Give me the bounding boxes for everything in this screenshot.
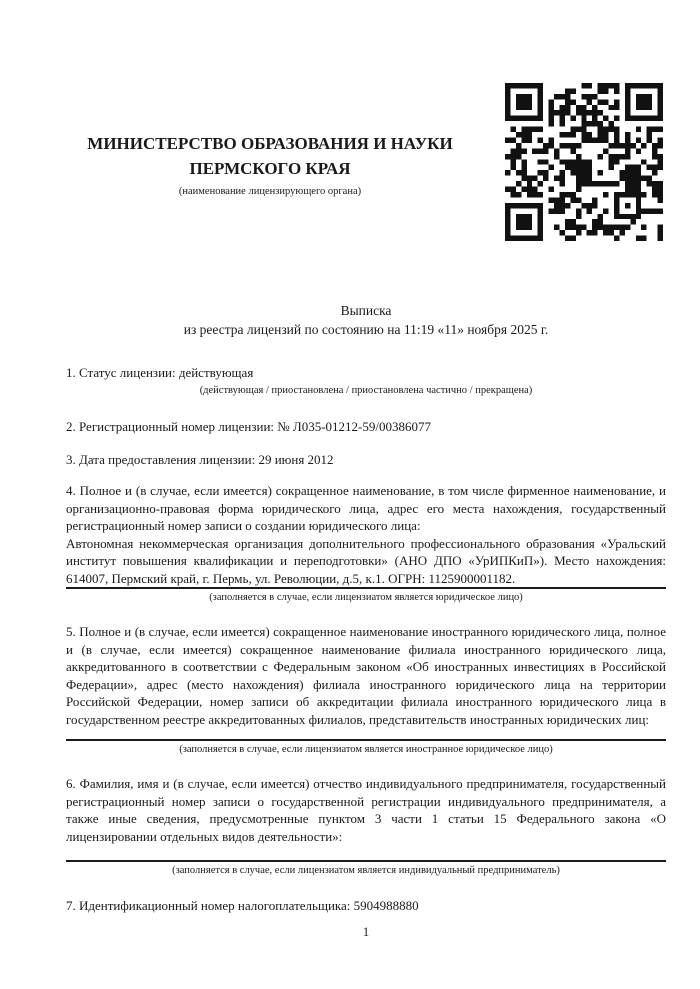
ministry-header bbox=[40, 131, 500, 198]
ministry-name-line2: ПЕРМСКОГО КРАЯ bbox=[189, 159, 351, 178]
document-title bbox=[66, 302, 666, 339]
document-title-line2: из реестра лицензий по состоянию на 11:19 «11» ноября 2025 г. bbox=[183, 321, 549, 337]
qr-code-icon bbox=[505, 83, 663, 241]
item-3-license-date bbox=[66, 451, 666, 469]
item-2-text: 2. Регистрационный номер лицензии: № Л035-01212-59/00386077 bbox=[66, 419, 432, 434]
item-6-label: 6. Фамилия, имя и (в случае, если имеется) отчество индивидуального предпринимателя, государственный регистрационный номер записи о государственной регистрации индивидуального предпринимателя, а также иные сведения, предусмотренные пунктом 3 части 1 статьи 15 Федерального закона «О лицензировании отдельных видов деятельности»: bbox=[66, 776, 666, 844]
item-7-text: 7. Идентификационный номер налогоплательщика: 5904988880 bbox=[66, 898, 419, 913]
item-6-fill-line bbox=[66, 860, 666, 862]
item-4-caption: (заполняется в случае, если лицензиатом является юридическое лицо) bbox=[209, 592, 523, 603]
item-5-caption: (заполняется в случае, если лицензиатом является иностранное юридическое лицо) bbox=[179, 744, 553, 755]
item-6-caption: (заполняется в случае, если лицензиатом является индивидуальный предприниматель) bbox=[172, 865, 560, 876]
item-5-label: 5. Полное и (в случае, если имеется) сокращенное наименование иностранного юридического лица, полное и (в случае, если имеется) сокращенное наименование филиала иностранного юридического лица, аккредитованного в соответствии с Федеральным законом «Об иностранных инвестициях в Российской Федерации», адрес (место нахождения) филиала иностранного юридического лица на территории Российской Федерации, номер записи об аккредитации филиала иностранного юридического лица в государственном реестре аккредитованных филиалов, представительств иностранных юридических лиц: bbox=[66, 624, 666, 727]
item-2-registration-number bbox=[66, 418, 666, 436]
item-7-taxpayer-number bbox=[66, 897, 666, 915]
page-number: 1 bbox=[362, 925, 370, 939]
document-title-line1: Выписка bbox=[340, 303, 392, 318]
item-4-legal-entity bbox=[66, 482, 666, 605]
item-6-individual-entrepreneur bbox=[66, 775, 666, 878]
item-1-license-status bbox=[66, 364, 666, 398]
item-1-text: 1. Статус лицензии: действующая bbox=[66, 365, 254, 380]
ministry-caption: (наименование лицензирующего органа) bbox=[178, 186, 362, 197]
item-4-fill-line bbox=[66, 587, 666, 589]
ministry-name-line1: МИНИСТЕРСТВО ОБРАЗОВАНИЯ И НАУКИ bbox=[87, 134, 453, 153]
item-5-fill-line bbox=[66, 739, 666, 741]
item-4-label: 4. Полное и (в случае, если имеется) сокращенное наименование, в том числе фирменное наименование, и организационно-правовая форма юридического лица, адрес его места нахождения, государственный регистрационный номер записи о создании юридического лица: bbox=[66, 483, 666, 533]
item-4-value: Автономная некоммерческая организация дополнительного профессионального образования «Уральский институт повышения квалификации и переподготовки» (АНО ДПО «УрИПКиП»). Место нахождения: 614007, Пермский край, г. Пермь, ул. Революции, д.5, к.1. ОГРН: 1125900001182. bbox=[66, 535, 666, 586]
item-1-caption: (действующая / приостановлена / приостановлена частично / прекращена) bbox=[199, 384, 533, 396]
item-5-foreign-entity bbox=[66, 623, 666, 757]
item-3-text: 3. Дата предоставления лицензии: 29 июня 2012 bbox=[66, 452, 334, 467]
